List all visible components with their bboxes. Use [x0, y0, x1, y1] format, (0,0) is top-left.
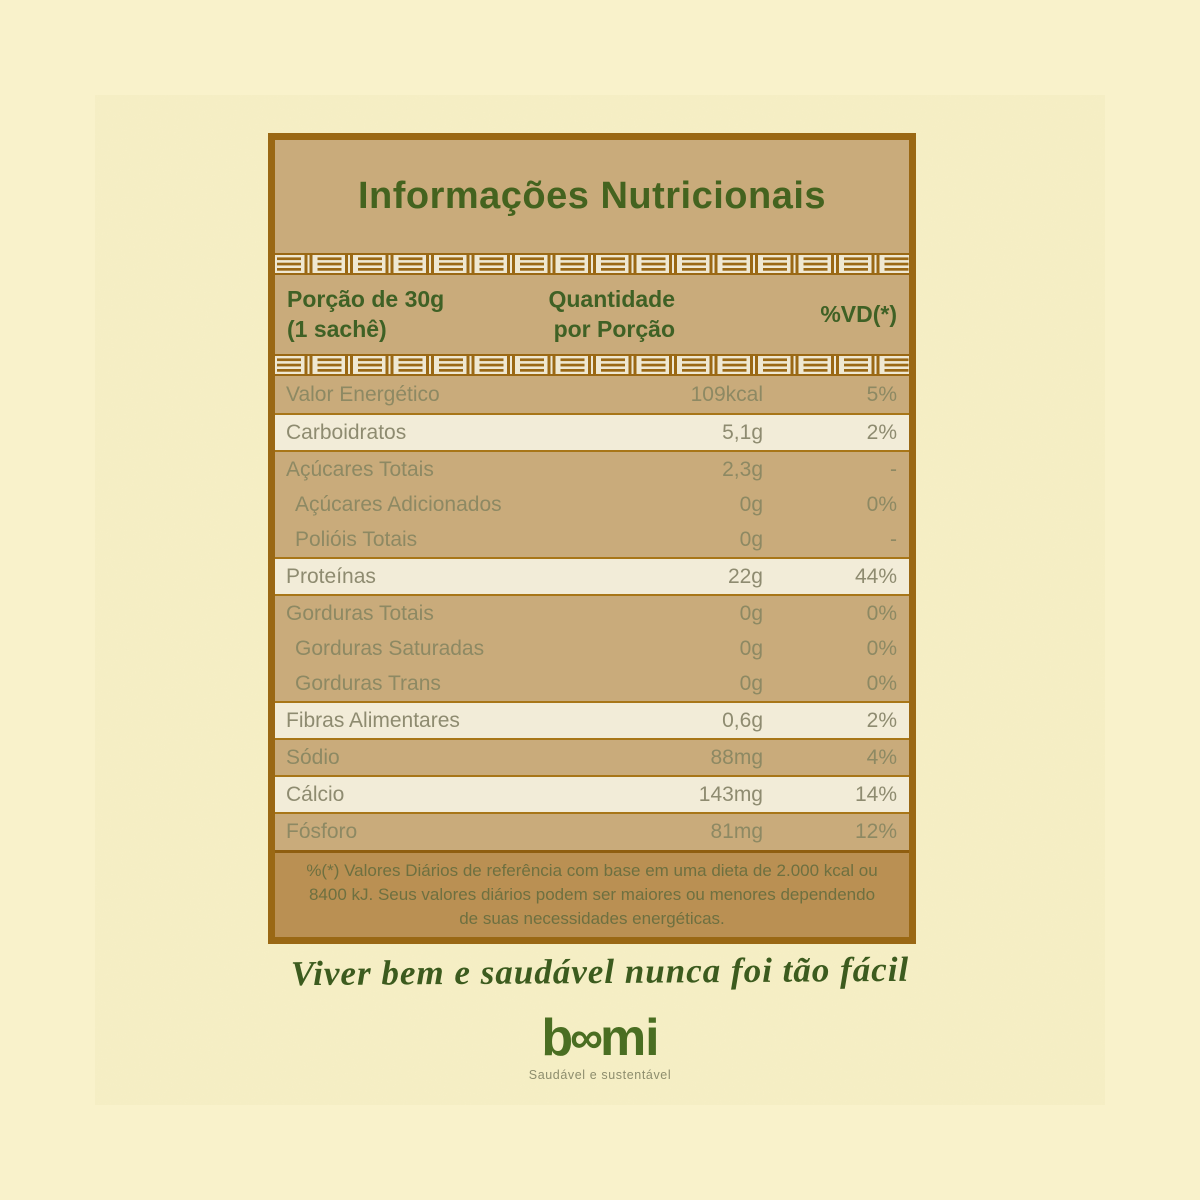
row-value: 0g [739, 671, 763, 695]
tribal-pattern-divider-top [275, 253, 909, 275]
row-label: Cálcio [286, 782, 345, 806]
row-vd: 12% [854, 819, 897, 843]
table-row [275, 450, 909, 487]
row-vd: 2% [866, 420, 897, 444]
table-subrow [275, 522, 909, 557]
tribal-pattern-divider-bottom [275, 354, 909, 376]
row-label: Proteínas [286, 564, 376, 588]
row-vd: - [890, 527, 897, 551]
table-row [275, 557, 909, 594]
row-vd: 5% [866, 382, 897, 406]
row-label: Valor Energético [286, 382, 440, 406]
brand-slogan: Saudável e sustentável [528, 1068, 672, 1082]
row-value: 0,6g [722, 708, 763, 732]
row-value: 0g [739, 527, 763, 551]
brand-tagline: Viver bem e saudável nunca foi tão fácil [290, 949, 910, 994]
table-row [275, 413, 909, 450]
row-value: 88mg [710, 745, 763, 769]
row-value: 22g [727, 564, 763, 588]
row-vd: 44% [854, 564, 897, 588]
title-band [275, 140, 909, 253]
daily-values-footnote: %(*) Valores Diários de referência com base em uma dieta de 2.000 kcal ou 8400 kJ. Seus valores diários podem ser maiores ou menores dependendo de suas necessidades energéticas. [275, 850, 909, 937]
row-label: Polióis Totais [295, 527, 418, 551]
row-value: 143mg [698, 782, 763, 806]
row-vd: 2% [866, 708, 897, 732]
row-vd: 0% [866, 636, 897, 660]
row-value: 2,3g [722, 457, 763, 481]
row-label: Gorduras Saturadas [295, 636, 485, 660]
row-vd: 14% [854, 782, 897, 806]
row-vd: - [890, 457, 897, 481]
row-value: 0g [739, 636, 763, 660]
row-value: 5,1g [722, 420, 763, 444]
page-title: Informações Nutricionais [357, 175, 827, 217]
table-row [275, 376, 909, 413]
logo-letters-mi: mi [599, 1009, 659, 1067]
row-vd: 4% [866, 745, 897, 769]
serving-size-line2: (1 sachê) [287, 315, 387, 342]
table-header-row [275, 275, 909, 354]
row-label: Fibras Alimentares [286, 708, 460, 732]
row-label: Açúcares Totais [286, 457, 434, 481]
table-row [275, 812, 909, 849]
table-subrow [275, 487, 909, 522]
serving-size-header [275, 285, 515, 344]
tribal-pattern-icon [275, 356, 909, 374]
tribal-pattern-icon [275, 255, 909, 273]
serving-size-line1: Porção de 30g [287, 286, 445, 313]
table-subrow [275, 631, 909, 666]
table-row [275, 738, 909, 775]
row-value: 109kcal [690, 382, 763, 406]
table-row [275, 594, 909, 631]
row-label: Carboidratos [286, 420, 407, 444]
quantity-header: Quantidade por Porção [548, 286, 675, 342]
logo-letter-b: b [541, 1009, 573, 1067]
row-label: Gorduras Totais [286, 601, 434, 625]
row-value: 81mg [710, 819, 763, 843]
row-label: Açúcares Adicionados [295, 492, 502, 516]
table-row [275, 775, 909, 812]
table-rows [275, 376, 909, 850]
row-vd: 0% [866, 601, 897, 625]
nutrition-facts-card [268, 133, 916, 944]
row-label: Sódio [286, 745, 340, 769]
row-value: 0g [739, 492, 763, 516]
table-row [275, 701, 909, 738]
table-subrow [275, 666, 909, 701]
row-vd: 0% [866, 492, 897, 516]
infinity-icon: ∞ [570, 1011, 602, 1063]
row-label: Gorduras Trans [295, 671, 441, 695]
row-label: Fósforo [286, 819, 358, 843]
row-value: 0g [739, 601, 763, 625]
brand-logo [0, 1008, 1200, 1068]
row-vd: 0% [866, 671, 897, 695]
vd-header: %VD(*) [820, 300, 897, 327]
